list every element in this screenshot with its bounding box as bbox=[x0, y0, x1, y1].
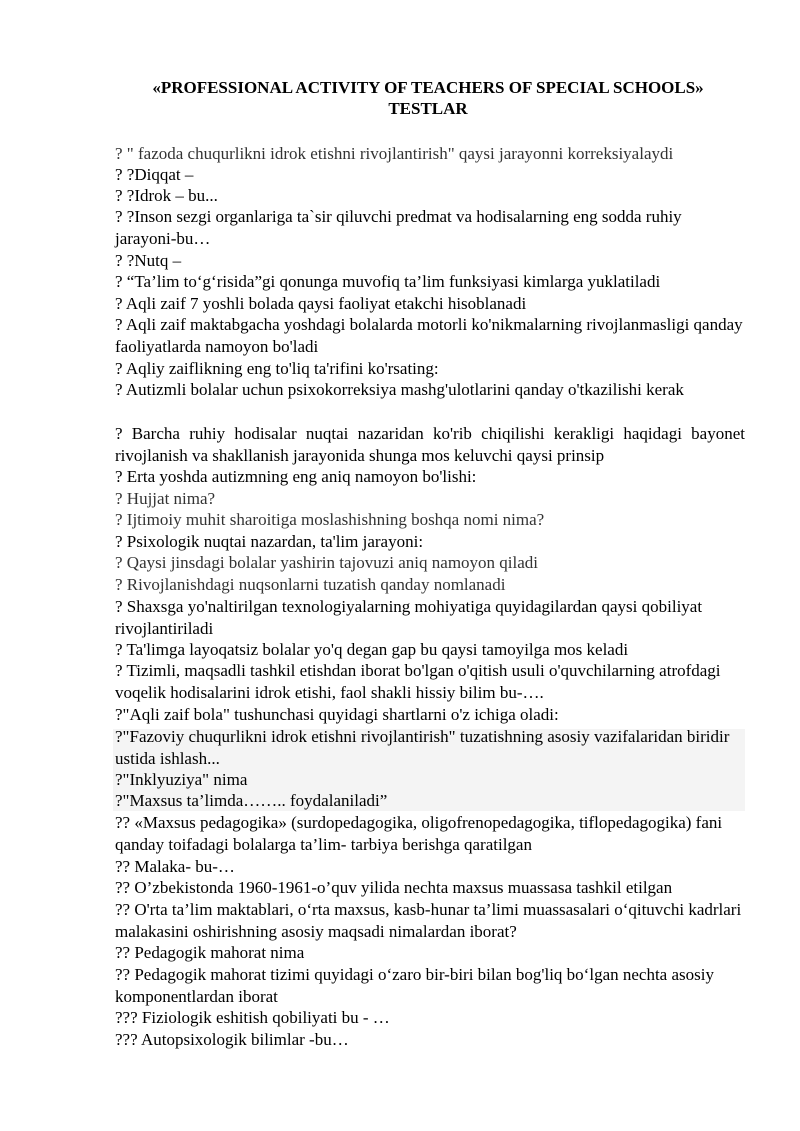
question-item: ? Barcha ruhiy hodisalar nuqtai nazaridan ko'rib chiqilishi kerakligi haqidagi bayonet rivojlanish va shakllanish jarayonida shunga mos keluvchi qaysi prinsip bbox=[115, 424, 745, 465]
question-item: ?? O'rta ta’lim maktablari, o‘rta maxsus, kasb-hunar ta’limi muassasalari o‘qituvchi kadrlari malakasini oshirishning asosiy maqsadi nimalardan iborat? bbox=[115, 900, 742, 941]
question-item: ?? O’zbekistonda 1960-1961-o’quv yilida nechta maxsus muassasa tashkil etilgan bbox=[115, 878, 673, 897]
question-item: ? ?Inson sezgi organlariga ta`sir qiluvchi predmat va hodisalarning eng sodda ruhiy jarayoni-bu… bbox=[115, 207, 682, 248]
question-item: ??? Autopsixologik bilimlar -bu… bbox=[115, 1030, 349, 1049]
question-item: ? ?Nutq – bbox=[115, 251, 182, 270]
question-item: ? ?Idrok – bu... bbox=[115, 186, 218, 205]
question-item: ? Erta yoshda autizmning eng aniq namoyon bo'lishi: bbox=[115, 467, 477, 486]
question-item: ? Autizmli bolalar uchun psixokorreksiya mashg'ulotlarini qanday o'tkazilishi kerak bbox=[115, 380, 684, 399]
document-title: «PROFESSIONAL ACTIVITY OF TEACHERS OF SPECIAL SCHOOLS» bbox=[152, 78, 704, 97]
question-item: ? Rivojlanishdagi nuqsonlarni tuzatish qanday nomlanadi bbox=[115, 575, 506, 594]
question-item: ? Aqli zaif 7 yoshli bolada qaysi faoliyat etakchi hisoblanadi bbox=[115, 294, 527, 313]
question-item: ? " fazoda chuqurlikni idrok etishni rivojlantirish" qaysi jarayonni korreksiyalaydi bbox=[115, 144, 674, 163]
question-item: ? Aqli zaif maktabgacha yoshdagi bolalarda motorli ko'nikmalarning rivojlanmasligi qanday faoliyatlarda namoyon bo'ladi bbox=[115, 315, 743, 356]
question-item: ? ?Diqqat – bbox=[115, 165, 194, 184]
question-item: ? Hujjat nima? bbox=[115, 489, 216, 508]
question-item: ?? Malaka- bu-… bbox=[115, 857, 235, 876]
question-item: ??? Fiziologik eshitish qobiliyati bu - … bbox=[115, 1008, 390, 1027]
question-item: ? Tizimli, maqsadli tashkil etishdan iborat bo'lgan o'qitish usuli o'quvchilarning atrofdagi voqelik hodisalarini idrok etishi, faol shakli hissiy bilim bu-…. bbox=[115, 661, 721, 702]
question-item: ? Aqliy zaiflikning eng to'liq ta'rifini ko'rsating: bbox=[115, 359, 439, 378]
question-item: ? Ijtimoiy muhit sharoitiga moslashishning boshqa nomi nima? bbox=[115, 510, 545, 529]
question-item: ?? Pedagogik mahorat tizimi quyidagi o‘zaro bir-biri bilan bog'liq bo‘lgan nechta asosiy komponentlardan iborat bbox=[115, 965, 714, 1006]
question-item: ? Qaysi jinsdagi bolalar yashirin tajovuzi aniq namoyon qiladi bbox=[115, 553, 539, 572]
question-item: ?"Fazoviy chuqurlikni idrok etishni rivojlantirish" tuzatishning asosiy vazifalaridan biridir ustida ishlash... bbox=[115, 727, 730, 768]
question-item: ?"Inklyuziya" nima bbox=[115, 770, 248, 789]
question-item: ? Ta'limga layoqatsiz bolalar yo'q degan gap bu qaysi tamoyilga mos keladi bbox=[115, 640, 629, 659]
question-item: ?? «Maxsus pedagogika» (surdopedagogika, oligofrenopedagogika, tiflopedagogika) fani qanday toifadagi bolalarga ta’lim- tarbiya berishga qaratilgan bbox=[115, 813, 723, 854]
question-item: ? “Ta’lim to‘g‘risida”gi qonunga muvofiq ta’lim funksiyasi kimlarga yuklatiladi bbox=[115, 272, 661, 291]
question-item: ?"Maxsus ta’limda…….. foydalaniladi” bbox=[115, 791, 388, 810]
question-item: ? Shaxsga yo'naltirilgan texnologiyalarning mohiyatiga quyidagilardan qaysi qobiliyat rivojlantiriladi bbox=[115, 597, 703, 638]
document-subtitle: TESTLAR bbox=[388, 99, 468, 118]
question-item: ?? Pedagogik mahorat nima bbox=[115, 943, 305, 962]
question-item: ?"Aqli zaif bola" tushunchasi quyidagi shartlarni o'z ichiga oladi: bbox=[115, 705, 559, 724]
question-item: ? Psixologik nuqtai nazardan, ta'lim jarayoni: bbox=[115, 532, 424, 551]
